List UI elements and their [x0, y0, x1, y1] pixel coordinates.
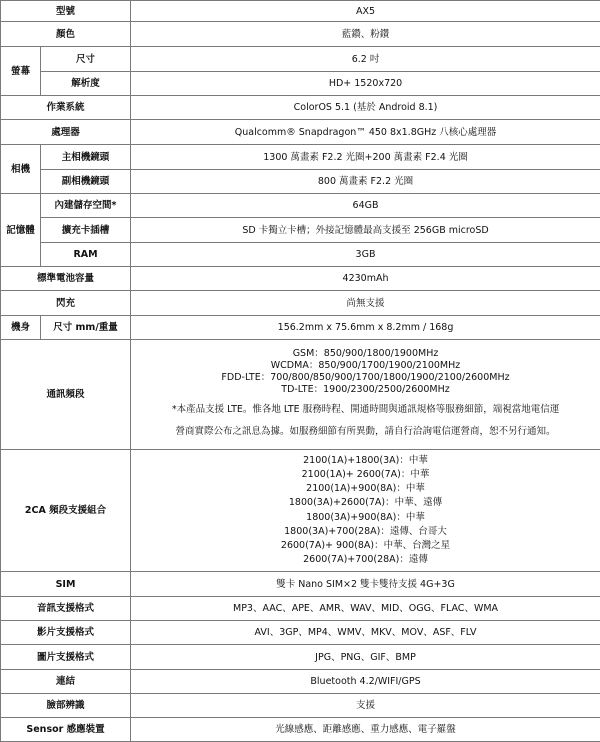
label-screen-size: 尺寸 — [41, 47, 131, 72]
row-ca — [1, 450, 600, 572]
label-battery: 標準電池容量 — [1, 267, 131, 291]
band-line: WCDMA：850/900/1700/1900/2100MHz — [134, 360, 597, 372]
row-cpu — [1, 120, 600, 145]
row-audio — [1, 597, 600, 621]
value-color: 藍鑽、粉鑽 — [131, 22, 600, 47]
lte-note-line-2: 營商實際公布之訊息為據。如服務細節有所異動，請自行洽詢電信運營商，恕不另行通知。 — [134, 423, 597, 441]
value-screen-size: 6.2 吋 — [131, 47, 600, 72]
label-bands: 通訊頻段 — [1, 340, 131, 450]
ca-line: 2600(7A)+700(28A)：遠傳 — [133, 553, 598, 567]
label-color: 顏色 — [1, 22, 131, 47]
ca-line: 2600(7A)+ 900(8A)：中華、台灣之星 — [133, 539, 598, 553]
value-ram: 3GB — [131, 243, 600, 267]
label-fast-charge: 閃充 — [1, 291, 131, 316]
value-battery: 4230mAh — [131, 267, 600, 291]
value-image: JPG、PNG、GIF、BMP — [131, 645, 600, 670]
label-dimensions: 尺寸 mm/重量 — [41, 316, 131, 340]
value-audio: MP3、AAC、APE、AMR、WAV、MID、OGG、FLAC、WMA — [131, 597, 600, 621]
row-storage — [1, 194, 600, 218]
label-expansion: 擴充卡插槽 — [41, 218, 131, 243]
row-ram — [1, 243, 600, 267]
label-ram: RAM — [41, 243, 131, 267]
ca-line: 1800(3A)+2600(7A)：中華、遠傳 — [133, 496, 598, 510]
label-os: 作業系統 — [1, 96, 131, 120]
group-body: 機身 — [1, 316, 41, 340]
row-camera-front — [1, 170, 600, 194]
ca-line: 2100(1A)+ 2600(7A)：中華 — [133, 468, 598, 482]
row-sim — [1, 572, 600, 597]
value-face: 支援 — [131, 694, 600, 718]
group-camera: 相機 — [1, 145, 41, 194]
row-sensor — [1, 718, 600, 742]
value-expansion: SD 卡獨立卡槽；外接記憶體最高支援至 256GB microSD — [131, 218, 600, 243]
ca-line: 1800(3A)+900(8A)：中華 — [133, 511, 598, 525]
label-main-camera: 主相機鏡頭 — [41, 145, 131, 170]
label-sim: SIM — [1, 572, 131, 597]
row-model — [1, 1, 600, 22]
label-front-camera: 副相機鏡頭 — [41, 170, 131, 194]
value-bands — [131, 340, 600, 450]
label-sensor: Sensor 感應裝置 — [1, 718, 131, 742]
ca-line: 2100(1A)+900(8A)：中華 — [133, 482, 598, 496]
row-fast-charge — [1, 291, 600, 316]
value-resolution: HD+ 1520x720 — [131, 72, 600, 96]
value-ca — [131, 450, 600, 572]
group-screen: 螢幕 — [1, 47, 41, 96]
label-cpu: 處理器 — [1, 120, 131, 145]
value-os: ColorOS 5.1 (基於 Android 8.1) — [131, 96, 600, 120]
value-front-camera: 800 萬畫素 F2.2 光圈 — [131, 170, 600, 194]
row-image — [1, 645, 600, 670]
value-sim: 雙卡 Nano SIM×2 雙卡雙待支援 4G+3G — [131, 572, 600, 597]
ca-line: 1800(3A)+700(28A)：遠傳、台哥大 — [133, 525, 598, 539]
lte-note-line-1: *本產品支援 LTE。惟各地 LTE 服務時程、開通時間與通訊規格等服務細節，端視當地電信運 — [134, 396, 597, 423]
value-connect: Bluetooth 4.2/WIFI/GPS — [131, 670, 600, 694]
label-storage: 內建儲存空間* — [41, 194, 131, 218]
value-dimensions: 156.2mm x 75.6mm x 8.2mm / 168g — [131, 316, 600, 340]
group-memory: 記憶體 — [1, 194, 41, 267]
label-model: 型號 — [1, 1, 131, 22]
value-storage: 64GB — [131, 194, 600, 218]
band-line: TD-LTE：1900/2300/2500/2600MHz — [134, 384, 597, 396]
band-line: FDD-LTE：700/800/850/900/1700/1800/1900/2100/2600MHz — [134, 372, 597, 384]
label-face: 臉部辨識 — [1, 694, 131, 718]
row-bands — [1, 340, 600, 450]
label-video: 影片支援格式 — [1, 621, 131, 645]
row-body — [1, 316, 600, 340]
label-ca: 2CA 頻段支援組合 — [1, 450, 131, 572]
label-image: 圖片支援格式 — [1, 645, 131, 670]
row-connect — [1, 670, 600, 694]
row-battery — [1, 267, 600, 291]
row-video — [1, 621, 600, 645]
value-fast-charge: 尚無支援 — [131, 291, 600, 316]
label-connect: 連結 — [1, 670, 131, 694]
row-camera-main — [1, 145, 600, 170]
value-model: AX5 — [131, 1, 600, 22]
row-screen-size — [1, 47, 600, 72]
value-video: AVI、3GP、MP4、WMV、MKV、MOV、ASF、FLV — [131, 621, 600, 645]
row-face — [1, 694, 600, 718]
row-expansion — [1, 218, 600, 243]
label-audio: 音訊支援格式 — [1, 597, 131, 621]
row-os — [1, 96, 600, 120]
value-cpu: Qualcomm® Snapdragon™ 450 8x1.8GHz 八核心處理器 — [131, 120, 600, 145]
row-color — [1, 22, 600, 47]
band-line: GSM：850/900/1800/1900MHz — [134, 348, 597, 360]
label-resolution: 解析度 — [41, 72, 131, 96]
value-main-camera: 1300 萬畫素 F2.2 光圈+200 萬畫素 F2.4 光圈 — [131, 145, 600, 170]
value-sensor: 光線感應、距離感應、重力感應、電子羅盤 — [131, 718, 600, 742]
row-screen-res — [1, 72, 600, 96]
ca-line: 2100(1A)+1800(3A)：中華 — [133, 454, 598, 468]
